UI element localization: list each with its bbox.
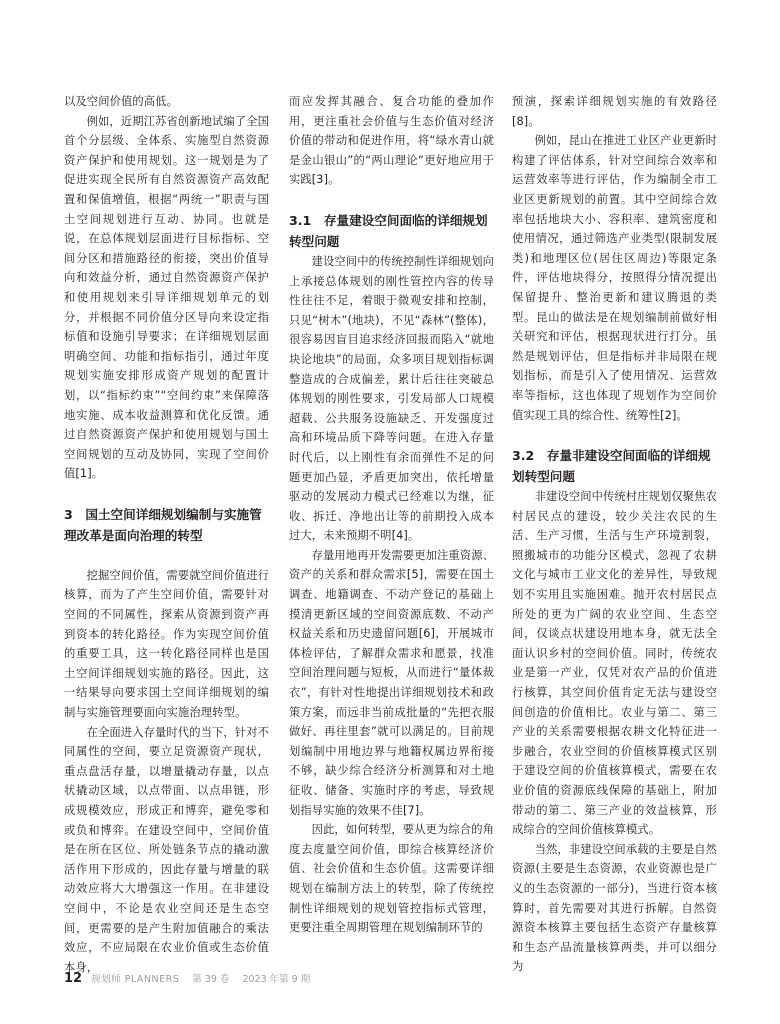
- body-paragraph: 因此，如何转型，要从更为综合的角度去度量空间价值，即综合核算经济价值、社会价值和生态价值。这需要详细规划在编制方法上的转型，除了传统控制性详细规划的规划管控指标式管理，更要注重全周期管理在规划编制环节的: [289, 823, 494, 935]
- page-footer: [64, 971, 310, 987]
- body-paragraph: 例如，昆山在推进工业区产业更新时构建了评估体系，针对空间综合效率和运营效率等进行评估，作为编制全市工业区更新规划的前置。其中空间综合效率包括地块大小、容积率、建筑密度和使用情况，通过筛选产业类型(限制发展类)和地理区位(居住区周边)等限定条件，评估地块得分，按照得分情况提出保留提升、整治更新和建议腾退的类型。昆山的做法是在规划编制前做好相关研究和评估，根据现状进行打分。虽然是规划评估，但是指标并非局限在规划指标，而是引入了使用情况、运营效率等指标，这也体现了规划作为空间价值实现工具的综合性、统筹性[2]。: [512, 134, 717, 422]
- body-paragraph: 而应发挥其融合、复合功能的叠加作用，更注重社会价值与生态价值对经济价值的带动和促进作用，将“绿水青山就是金山银山”的“两山理论”更好地应用于实践[3]。: [289, 95, 494, 187]
- body-paragraph: 存量用地再开发需要更加注重资源、资产的关系和群众需求[5]，需要在国土调查、地籍调查、不动产登记的基础上摸清更新区域的空间资源底数、不动产权益关系和历史遗留问题[6]，开展城市体检评估，了解群众需求和愿景，找准空间治理问题与短板，从而进行“量体裁衣”，有针对性地提出详细规划技术和政策方案，而远非当前成批量的“先把衣服做好、再往里套”就可以满足的。目前规划编制中用地边界与地籍权属边界衔接不够，缺少综合经济分析测算和对土地征收、储备、实施时序的考虑，导致规划指导实施的效果不佳[7]。: [289, 548, 494, 817]
- body-paragraph: 例如，近期江苏省创新地试编了全国首个分层级、全体系、实施型自然资源资产保护和使用规划。这一规划是为了促进实现全民所有自然资源资产高效配置和保值增值，根据“两统一”职责与国土空间规划进行互动、协同。也就是说，在总体规划层面进行目标指标、空间分区和措施路径的衔接，突出价值导向和效益分析，通过自然资源资产保护和使用规划来引导详细规划单元的划分，并根据不同价值分区导向来设定指标值和设施引导要求；在详细规划层面明确空间、功能和指标指引，通过年度规划实施安排形成资产规划的配置计划，以“指标约束”“空间约束”来保障落地实施、成本收益测算和优化反馈。通过自然资源资产保护和使用规划与国土空间规划的互动及协同，实现了空间价值[1]。: [64, 114, 269, 481]
- section-spacer: [64, 546, 269, 566]
- body-paragraph: 在全面进入存量时代的当下，针对不同属性的空间，要立足资源资产现状，重点盘活存量，以增量撬动存量，以点状撬动区域，以点带面、以点串链，形成规模效应，形成正和博弈，避免零和或负和博弈。在建设空间中，空间价值是在所在区位、所处链条节点的撬动激活作用下形成的，因此存量与增量的联动效应将大大增强这一作用。在非建设空间中，不论是农业空间还是生态空间，更需要的是产生附加值融合的乘法效应，不应局限在农业价值或生态价值本身，: [64, 725, 269, 974]
- body-paragraph: 当然，非建设空间承载的主要是自然资源(主要是生态资源，农业资源也是广义的生态资源的一部分)，当进行资本核算时，首先需要对其进行拆解。自然资源资本核算主要包括生态资产存量核算和生态产品流量核算两类，并可以细分为: [512, 842, 717, 974]
- section-heading: 3.1 存量建设空间面临的详细规划转型问题: [289, 212, 488, 249]
- issue-label: 2023 年第 9 期: [242, 974, 311, 985]
- section-heading: 3.2 存量非建设空间面临的详细规划转型问题: [512, 448, 711, 485]
- section-spacer: [289, 190, 494, 210]
- section-heading: 3 国土空间详细规划编制与实施管理改革是面向治理的转型: [64, 506, 262, 543]
- body-paragraph: 以及空间价值的高低。: [64, 95, 178, 108]
- page-number: 12: [64, 971, 83, 986]
- section-spacer: [64, 484, 269, 504]
- body-paragraph: 挖掘空间价值，需要就空间价值进行核算，而为了产生空间价值，需要针对空间的不同属性，探索从资源到资产再到资本的转化路径。作为实现空间价值的重要工具，这一转化路径同样也是国土空间详细规划实施的路径。因此，这一结果导向要求国土空间详细规划的编制与实施管理要面向实施治理转型。: [64, 568, 269, 720]
- body-paragraph: 非建设空间中传统村庄规划仅聚焦农村居民点的建设，较少关注农民的生活、生产习惯，生活与生产环境割裂，照搬城市的功能分区模式，忽视了农耕文化与城市工业文化的差异性，导致规划不实用且实施困难。抛开农村居民点所处的更为广阔的农业空间、生态空间，仅谈点状建设用地本身，就无法全面认识乡村的空间价值。同时，传统农业是第一产业，仅凭对农产品的价值进行核算，其空间价值肯定无法与建设空间创造的价值相比。农业与第二、第三产业的关系需要根据农耕文化特征进一步融合，农业空间的价值核算模式区别于建设空间的价值核算模式，需要在农业价值的资源底线保障的基础上，附加带动的第二、第三产业的效益核算，形成综合的空间价值核算模式。: [512, 490, 717, 837]
- text-column-2: [289, 92, 494, 938]
- body-paragraph: 预演，探索详细规划实施的有效路径[8]。: [512, 95, 717, 128]
- section-spacer: [512, 425, 717, 445]
- text-column-1: [64, 92, 269, 977]
- body-paragraph: 建设空间中的传统控制性详细规划向上承接总体规划的刚性管控内容的传导性往往不足，着眼于微观安排和控制，只见“树木”(地块)，不见“森林”(整体)，很容易因盲目追求经济回报而陷入“就地块论地块”的局面，众多项目规划指标调整造成的合成偏差，累计后往往突破总体规划的刚性要求，引发局部人口规模超载、公共服务设施缺乏、开发强度过高和环境品质下降等问题。在进入存量时代后，以上刚性有余而弹性不足的问题更加凸显，矛盾更加突出，依托增量驱动的发展动力模式已经难以为继，征收、拆迁、净地出让等的前期投入成本过大，未来预期不明[4]。: [289, 254, 494, 543]
- magazine-name: 规划师 PLANNERS: [91, 974, 180, 985]
- volume-label: 第 39 卷: [192, 974, 230, 985]
- text-column-3: [512, 92, 717, 977]
